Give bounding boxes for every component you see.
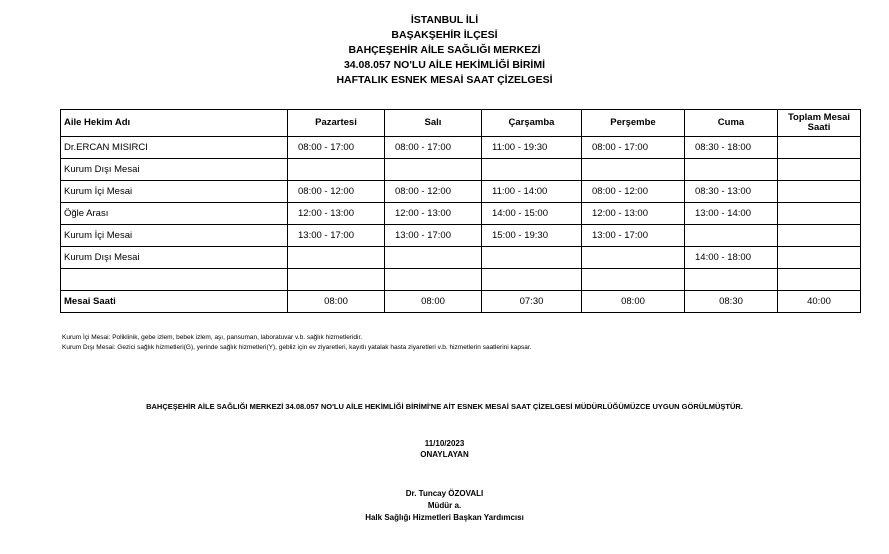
total-row-label: Mesai Saati — [61, 291, 288, 313]
total-cell — [778, 137, 861, 159]
time-cell — [685, 269, 778, 291]
time-cell — [482, 159, 582, 181]
signatory-name: Dr. Tuncay ÖZOVALI — [405, 489, 484, 498]
table-row — [61, 269, 861, 291]
row-label: Kurum İçi Mesai — [61, 225, 288, 247]
time-cell — [685, 225, 778, 247]
total-cell — [778, 159, 861, 181]
table-row — [61, 159, 861, 181]
row-label: Dr.ERCAN MISIRCI — [61, 137, 288, 159]
time-cell — [482, 269, 582, 291]
time-cell: 08:00 - 17:00 — [288, 137, 385, 159]
time-cell: 14:00 - 18:00 — [685, 247, 778, 269]
table-row — [61, 225, 861, 247]
time-cell: 14:00 - 15:00 — [482, 203, 582, 225]
total-cell — [778, 247, 861, 269]
schedule-table — [60, 109, 861, 313]
time-cell — [582, 247, 685, 269]
time-cell: 11:00 - 19:30 — [482, 137, 582, 159]
approval-date: 11/10/2023 — [424, 439, 465, 448]
time-cell — [385, 247, 482, 269]
time-cell: 08:00 - 12:00 — [582, 181, 685, 203]
time-cell: 08:00 - 12:00 — [385, 181, 482, 203]
signatory-role: Müdür a. — [427, 501, 462, 510]
time-cell — [288, 247, 385, 269]
row-label: Kurum Dışı Mesai — [61, 247, 288, 269]
header-unit: 34.08.057 NO'LU AİLE HEKİMLİĞİ BİRİMİ — [343, 59, 546, 71]
time-cell: 12:00 - 13:00 — [582, 203, 685, 225]
notes — [62, 333, 531, 353]
column-header-friday: Cuma — [685, 110, 778, 137]
total-cell — [778, 225, 861, 247]
column-header-wednesday: Çarşamba — [482, 110, 582, 137]
daily-hours-cell: 08:00 — [385, 291, 482, 313]
row-label: Öğle Arası — [61, 203, 288, 225]
daily-hours-cell: 08:00 — [288, 291, 385, 313]
note-internal-hours: Kurum İçi Mesai: Poliklinik, gebe izlem, bebek izlem, aşı, pansuman, laboratuvar v.b. sağlık hizmetleridir. — [62, 334, 363, 341]
total-cell — [778, 269, 861, 291]
row-label: Kurum Dışı Mesai — [61, 159, 288, 181]
row-label — [61, 269, 288, 291]
time-cell — [288, 159, 385, 181]
time-cell: 12:00 - 13:00 — [385, 203, 482, 225]
header-district: BAŞAKŞEHİR İLÇESİ — [391, 29, 498, 41]
table-row — [61, 181, 861, 203]
time-cell — [482, 247, 582, 269]
row-label: Kurum İçi Mesai — [61, 181, 288, 203]
time-cell — [385, 159, 482, 181]
total-row — [61, 291, 861, 313]
time-cell: 08:00 - 12:00 — [288, 181, 385, 203]
time-cell: 15:00 - 19:30 — [482, 225, 582, 247]
time-cell: 12:00 - 13:00 — [288, 203, 385, 225]
time-cell: 13:00 - 17:00 — [288, 225, 385, 247]
weekly-total-cell: 40:00 — [778, 291, 861, 313]
column-header-total: Toplam Mesai Saati — [778, 110, 861, 137]
signature-block — [0, 488, 889, 524]
header-title: HAFTALIK ESNEK MESAİ SAAT ÇİZELGESİ — [336, 74, 553, 86]
time-cell — [685, 159, 778, 181]
time-cell: 08:30 - 18:00 — [685, 137, 778, 159]
total-cell — [778, 203, 861, 225]
daily-hours-cell: 08:00 — [582, 291, 685, 313]
time-cell — [288, 269, 385, 291]
header-health-center: BAHÇEŞEHİR AİLE SAĞLIĞI MERKEZİ — [348, 44, 541, 56]
column-header-tuesday: Salı — [385, 110, 482, 137]
table-row — [61, 247, 861, 269]
time-cell — [582, 159, 685, 181]
time-cell: 13:00 - 17:00 — [385, 225, 482, 247]
daily-hours-cell: 07:30 — [482, 291, 582, 313]
time-cell: 08:30 - 13:00 — [685, 181, 778, 203]
approval-date-block — [0, 438, 889, 460]
time-cell — [582, 269, 685, 291]
note-external-hours: Kurum Dışı Mesai: Gezici sağlık hizmetleri(G), yerinde sağlık hizmetleri(Y), gebliz için ev ziyaretleri, kayıtlı yatalak hasta ziyaretleri v.b. hizmetlerin saatlerini kapsar. — [62, 344, 532, 351]
table-row — [61, 137, 861, 159]
approval-label: ONAYLAYAN — [420, 450, 469, 459]
header-province: İSTANBUL İLİ — [410, 14, 479, 26]
time-cell: 11:00 - 14:00 — [482, 181, 582, 203]
time-cell: 08:00 - 17:00 — [582, 137, 685, 159]
document-header — [0, 13, 889, 88]
total-cell — [778, 181, 861, 203]
schedule-table-body — [61, 110, 861, 313]
daily-hours-cell: 08:30 — [685, 291, 778, 313]
signatory-title: Halk Sağlığı Hizmetleri Başkan Yardımcısı — [365, 513, 524, 522]
time-cell: 13:00 - 17:00 — [582, 225, 685, 247]
column-header-monday: Pazartesi — [288, 110, 385, 137]
table-header-row — [61, 110, 861, 137]
time-cell: 13:00 - 14:00 — [685, 203, 778, 225]
column-header-thursday: Perşembe — [582, 110, 685, 137]
table-row — [61, 203, 861, 225]
time-cell — [385, 269, 482, 291]
time-cell: 08:00 - 17:00 — [385, 137, 482, 159]
approval-statement: BAHÇEŞEHİR AİLE SAĞLIĞI MERKEZİ 34.08.057 NO'LU AİLE HEKİMLİĞİ BİRİMİ'NE AİT ESNEK MESAİ SAAT ÇİZELGESİ MÜDÜRLÜĞÜMÜZCE UYGUN GÖRÜLMÜŞTÜR. — [146, 402, 743, 411]
column-header-doctor: Aile Hekim Adı — [61, 110, 288, 137]
